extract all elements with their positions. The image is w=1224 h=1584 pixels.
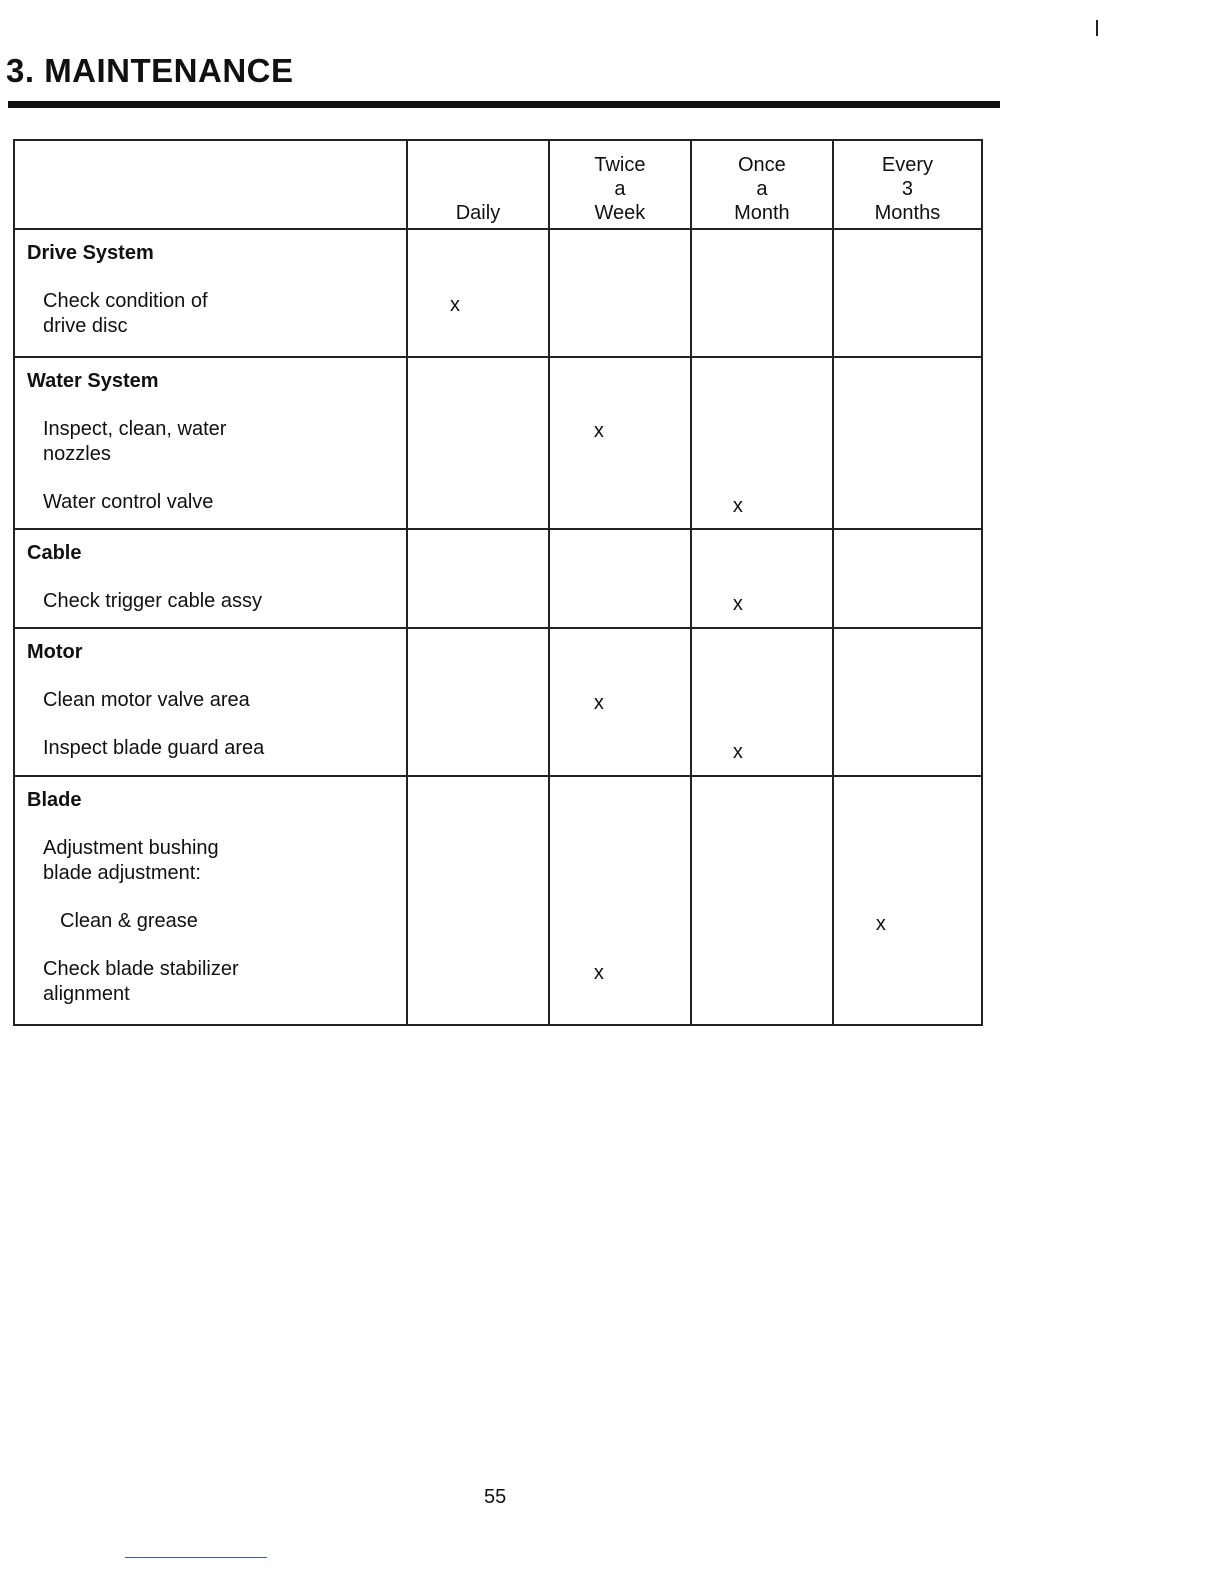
group-row-motor: [14, 628, 982, 776]
once-month-cell: [691, 357, 833, 529]
every-3-months-cell: [833, 529, 982, 628]
header-once-line-1: Once: [737, 154, 786, 176]
header-twice-line-1: Twice: [594, 154, 646, 176]
header-daily: [407, 140, 549, 229]
task-cell: [14, 776, 407, 1025]
group-row-water-system: [14, 357, 982, 529]
group-row-drive-system: [14, 229, 982, 357]
schedule-mark: x: [732, 593, 743, 615]
daily-cell: [407, 776, 549, 1025]
group-label: Water System: [27, 370, 159, 392]
schedule-mark: x: [593, 962, 604, 984]
task-item: Clean motor valve area: [43, 689, 250, 711]
header-every-line-1: Every: [881, 154, 933, 176]
header-once-line-2: a: [756, 178, 768, 200]
header-twice-line-2: a: [614, 178, 626, 200]
group-label: Drive System: [27, 242, 154, 264]
every-3-months-cell: [833, 628, 982, 776]
schedule-mark: x: [593, 692, 604, 714]
task-cell: [14, 229, 407, 357]
once-month-cell: [691, 628, 833, 776]
every-3-months-cell: [833, 229, 982, 357]
header-twice-line-3: Week: [594, 202, 646, 224]
header-every-3-months: [833, 140, 982, 229]
task-item: Check condition of drive disc: [43, 290, 208, 337]
twice-week-cell: [549, 628, 691, 776]
page-number: 55: [484, 1486, 507, 1508]
schedule-mark: x: [450, 294, 461, 316]
group-label: Cable: [27, 542, 82, 564]
task-item: Adjustment bushing blade adjustment:: [43, 837, 219, 884]
twice-week-cell: [549, 229, 691, 357]
group-label: Blade: [27, 789, 82, 811]
group-row-cable: [14, 529, 982, 628]
every-3-months-cell: [833, 357, 982, 529]
task-cell: [14, 628, 407, 776]
group-row-blade: [14, 776, 982, 1025]
header-once-a-month: [691, 140, 833, 229]
schedule-mark: x: [732, 741, 743, 763]
header-daily-line: Daily: [455, 202, 501, 224]
group-label: Motor: [27, 641, 83, 663]
task-item: Clean & grease: [60, 910, 198, 932]
schedule-mark: x: [875, 913, 886, 935]
task-item: Check trigger cable assy: [43, 590, 262, 612]
daily-cell: [407, 628, 549, 776]
title-rule: [8, 101, 1000, 108]
once-month-cell: [691, 229, 833, 357]
header-every-line-3: Months: [874, 202, 941, 224]
header-every-line-2: 3: [901, 178, 913, 200]
header-task: [14, 140, 407, 229]
twice-week-cell: [549, 529, 691, 628]
maintenance-schedule-table: [13, 139, 983, 1026]
once-month-cell: [691, 776, 833, 1025]
daily-cell: [407, 357, 549, 529]
task-item: Check blade stabilizer alignment: [43, 958, 239, 1005]
table-header-row: [14, 140, 982, 229]
page-title: 3. MAINTENANCE: [6, 52, 294, 89]
header-once-line-3: Month: [734, 202, 790, 224]
twice-week-cell: [549, 357, 691, 529]
bottom-rule: [125, 1557, 267, 1558]
margin-mark: [1096, 20, 1098, 36]
every-3-months-cell: [833, 776, 982, 1025]
task-item: Water control valve: [43, 491, 214, 513]
daily-cell: [407, 229, 549, 357]
task-item: Inspect blade guard area: [43, 737, 265, 759]
task-cell: [14, 529, 407, 628]
schedule-mark: x: [732, 495, 743, 517]
daily-cell: [407, 529, 549, 628]
task-cell: [14, 357, 407, 529]
task-item: Inspect, clean, water nozzles: [43, 418, 227, 465]
twice-week-cell: [549, 776, 691, 1025]
schedule-mark: x: [593, 420, 604, 442]
header-twice-a-week: [549, 140, 691, 229]
once-month-cell: [691, 529, 833, 628]
